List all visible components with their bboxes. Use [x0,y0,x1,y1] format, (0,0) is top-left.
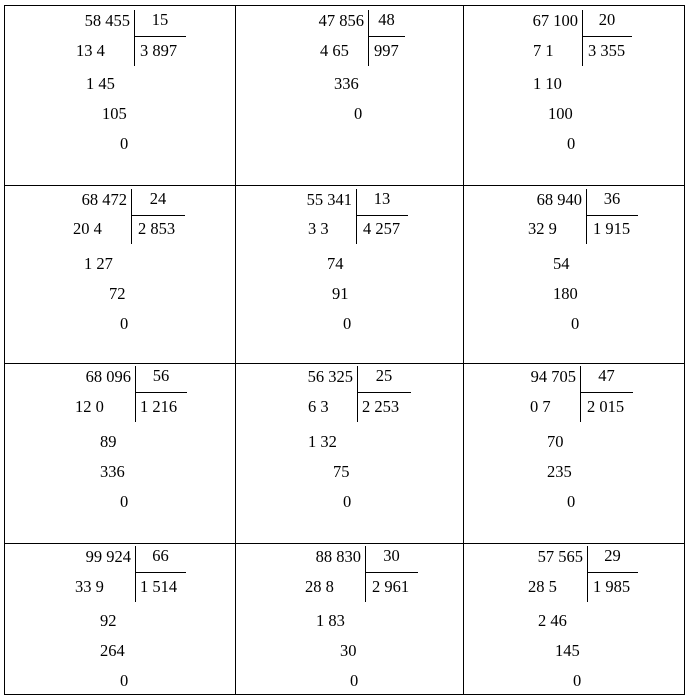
partial-remainder: 264 [100,641,125,660]
divisor: 24 [149,189,167,208]
partial-remainder: 0 7 [530,397,551,416]
partial-remainder: 12 0 [75,397,104,416]
quotient: 3 897 [140,41,178,60]
quotient-line [135,392,187,393]
divisor: 47 [598,366,615,385]
quotient-line [134,36,186,37]
quotient: 1 985 [593,577,631,596]
partial-remainder: 0 [354,104,363,123]
quotient: 1 514 [140,577,178,596]
partial-remainder: 1 45 [86,74,115,93]
quotient: 4 257 [363,219,401,238]
partial-remainder: 0 [571,314,580,333]
partial-remainder: 28 5 [528,577,557,596]
partial-remainder: 28 8 [305,577,334,596]
partial-remainder: 92 [100,611,117,630]
quotient-line [580,392,633,393]
quotient-line [586,215,638,216]
partial-remainder: 0 [120,492,129,511]
dividend: 94 705 [530,367,576,386]
quotient-line [131,215,185,216]
partial-remainder: 74 [327,254,344,273]
partial-remainder: 0 [573,671,582,690]
partial-remainder: 105 [102,104,127,123]
partial-remainder: 0 [350,671,359,690]
partial-remainder: 32 9 [528,219,557,238]
quotient: 1 915 [593,219,631,238]
quotient-line [356,215,408,216]
column-divider [463,5,464,695]
partial-remainder: 13 4 [76,41,105,60]
partial-remainder: 235 [547,462,572,481]
divisor: 56 [152,366,170,385]
partial-remainder: 0 [567,492,576,511]
row-divider [4,363,685,364]
partial-remainder: 0 [120,671,129,690]
partial-remainder: 72 [109,284,126,303]
partial-remainder: 1 32 [308,432,337,451]
partial-remainder: 75 [333,462,350,481]
partial-remainder: 70 [547,432,564,451]
dividend: 55 341 [306,190,352,209]
divisor: 25 [375,366,393,385]
divisor: 20 [598,10,616,29]
divisor: 15 [151,10,169,29]
partial-remainder: 100 [548,104,573,123]
dividend: 99 924 [85,547,131,566]
quotient: 3 355 [588,41,626,60]
quotient: 997 [374,41,399,60]
divisor: 66 [152,546,169,565]
divisor: 29 [604,546,621,565]
divisor: 13 [373,189,391,208]
partial-remainder: 0 [120,314,129,333]
quotient-line [135,572,186,573]
partial-remainder: 180 [553,284,578,303]
quotient-line [587,572,638,573]
partial-remainder: 20 4 [73,219,102,238]
column-divider [235,5,236,695]
quotient: 2 853 [138,219,176,238]
row-divider [4,185,685,186]
partial-remainder: 0 [343,314,352,333]
partial-remainder: 2 46 [538,611,567,630]
partial-remainder: 145 [555,641,580,660]
partial-remainder: 30 [340,641,357,660]
quotient: 2 253 [362,397,400,416]
partial-remainder: 0 [343,492,352,511]
partial-remainder: 336 [334,74,359,93]
quotient-line [582,36,632,37]
partial-remainder: 6 3 [308,397,329,416]
dividend: 56 325 [307,367,353,386]
dividend: 67 100 [532,11,578,30]
partial-remainder: 54 [553,254,570,273]
quotient: 2 961 [372,577,410,596]
row-divider [4,543,685,544]
divisor: 30 [383,546,400,565]
partial-remainder: 4 65 [320,41,349,60]
quotient: 1 216 [140,397,178,416]
quotient-line [357,392,411,393]
divisor: 48 [378,10,395,29]
partial-remainder: 3 3 [308,219,329,238]
quotient-line [365,572,418,573]
partial-remainder: 1 10 [533,74,562,93]
partial-remainder: 1 27 [84,254,113,273]
partial-remainder: 7 1 [533,41,554,60]
partial-remainder: 0 [567,134,576,153]
quotient-line [368,36,405,37]
quotient: 2 015 [587,397,625,416]
dividend: 57 565 [537,547,583,566]
partial-remainder: 1 83 [316,611,345,630]
partial-remainder: 336 [100,462,125,481]
partial-remainder: 89 [100,432,117,451]
dividend: 58 455 [84,11,130,30]
partial-remainder: 33 9 [75,577,104,596]
dividend: 68 472 [81,190,127,209]
partial-remainder: 91 [332,284,349,303]
divisor: 36 [603,189,621,208]
partial-remainder: 0 [120,134,129,153]
dividend: 88 830 [315,547,361,566]
dividend: 68 096 [85,367,131,386]
dividend: 68 940 [536,190,582,209]
dividend: 47 856 [318,11,364,30]
